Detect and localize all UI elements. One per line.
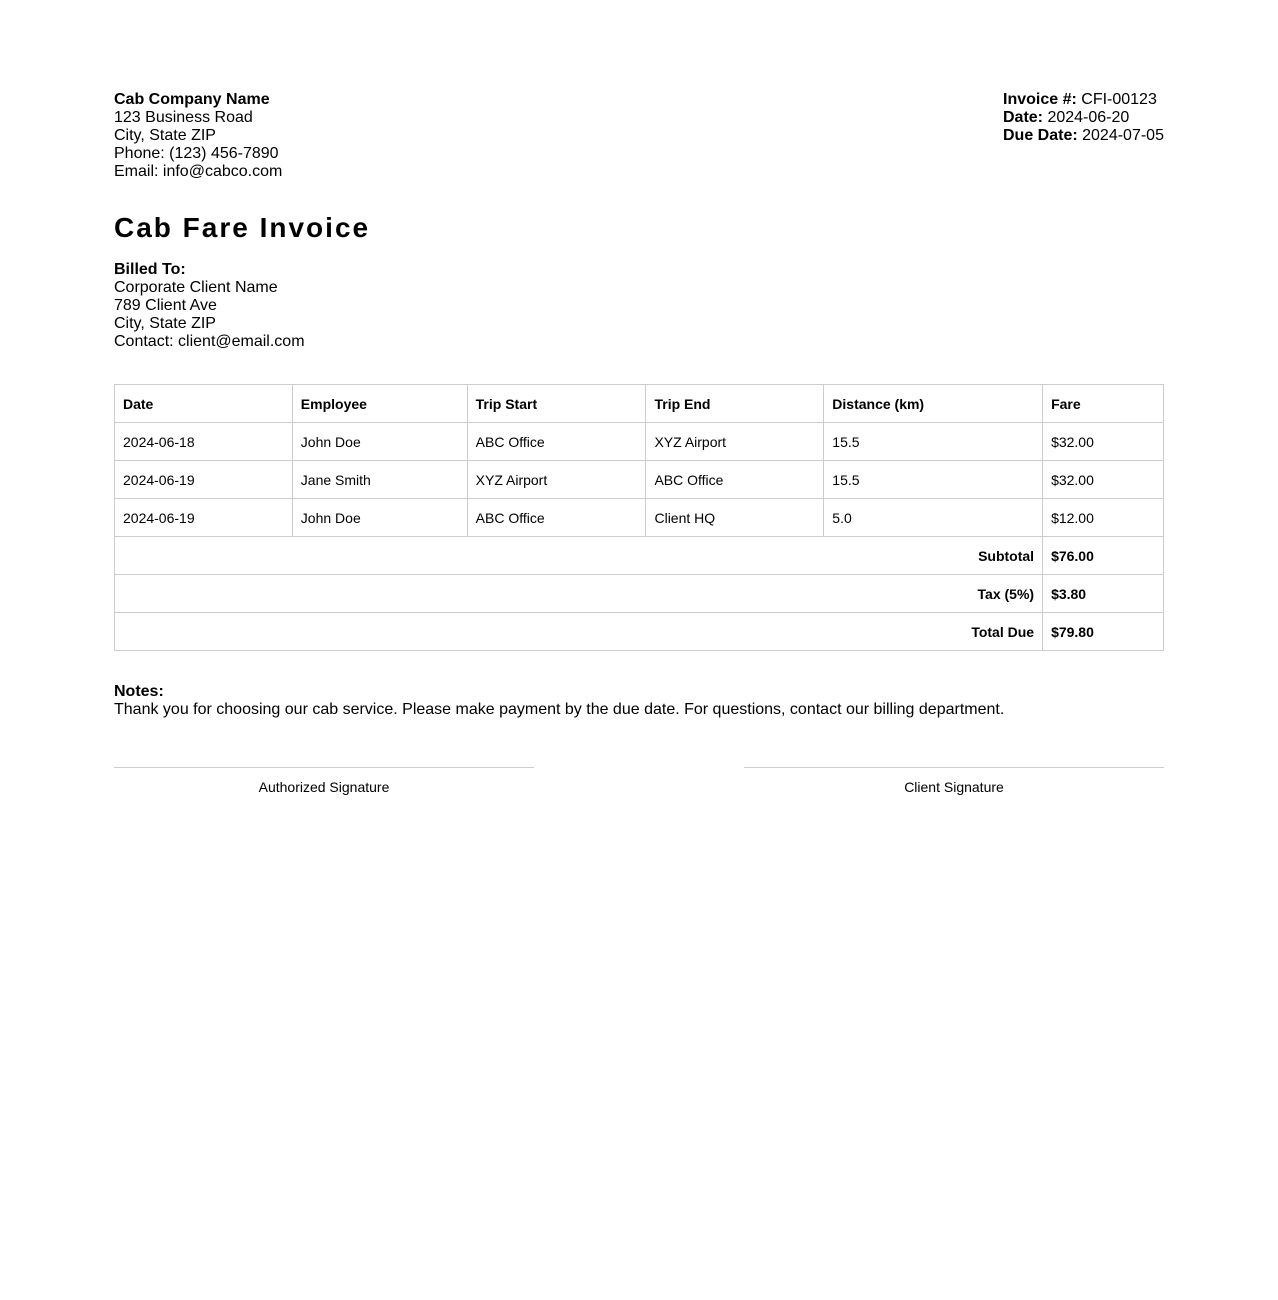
total-label: Total Due	[115, 613, 1043, 651]
notes	[114, 683, 1004, 719]
invoice-date-label: Date:	[1003, 109, 1044, 126]
client-contact: Contact: client@email.com	[114, 333, 305, 350]
table-cell: 15.5	[824, 461, 1043, 499]
client-address: 789 Client Ave	[114, 297, 217, 314]
client-name: Corporate Client Name	[114, 279, 278, 296]
table-cell: John Doe	[292, 499, 467, 537]
table-cell: 2024-06-18	[115, 423, 293, 461]
table-cell: Jane Smith	[292, 461, 467, 499]
totals-row	[115, 537, 1164, 575]
notes-text: Thank you for choosing our cab service. Please make payment by the due date. For questions, contact our billing department.	[114, 701, 1005, 718]
company-info	[114, 91, 282, 181]
column-header: Date	[115, 385, 293, 423]
total-value: $79.80	[1043, 613, 1164, 651]
table-cell: 2024-06-19	[115, 461, 293, 499]
table-cell: 15.5	[824, 423, 1043, 461]
table-row	[115, 461, 1164, 499]
table-cell: XYZ Airport	[646, 423, 824, 461]
trips-table	[114, 384, 1164, 651]
table-row	[115, 499, 1164, 537]
invoice-number-label: Invoice #:	[1003, 91, 1077, 108]
total-value: $76.00	[1043, 537, 1164, 575]
client-signature: Client Signature	[744, 767, 1164, 795]
authorized-signature: Authorized Signature	[114, 767, 534, 795]
notes-label: Notes:	[114, 683, 164, 700]
table-cell: ABC Office	[467, 499, 646, 537]
invoice-date: 2024-06-20	[1043, 109, 1130, 126]
company-email: Email: info@cabco.com	[114, 163, 283, 180]
company-name: Cab Company Name	[114, 91, 270, 108]
column-header: Trip Start	[467, 385, 646, 423]
billed-to-label: Billed To:	[114, 261, 186, 278]
table-cell: $12.00	[1043, 499, 1164, 537]
totals-row	[115, 613, 1164, 651]
table-cell: $32.00	[1043, 461, 1164, 499]
table-cell: 5.0	[824, 499, 1043, 537]
column-header: Distance (km)	[824, 385, 1043, 423]
column-header: Fare	[1043, 385, 1164, 423]
company-phone: Phone: (123) 456-7890	[114, 145, 279, 162]
total-label: Subtotal	[115, 537, 1043, 575]
column-header: Employee	[292, 385, 467, 423]
due-date-label: Due Date:	[1003, 127, 1078, 144]
company-city: City, State ZIP	[114, 127, 216, 144]
page-title: Cab Fare Invoice	[114, 212, 371, 243]
total-value: $3.80	[1043, 575, 1164, 613]
table-header-row	[115, 385, 1164, 423]
table-cell: 2024-06-19	[115, 499, 293, 537]
billed-to	[114, 261, 305, 351]
company-address: 123 Business Road	[114, 109, 253, 126]
table-cell: XYZ Airport	[467, 461, 646, 499]
client-city: City, State ZIP	[114, 315, 216, 332]
invoice-meta	[1003, 91, 1164, 145]
due-date: 2024-07-05	[1077, 127, 1164, 144]
table-row	[115, 423, 1164, 461]
totals-row	[115, 575, 1164, 613]
table-cell: ABC Office	[467, 423, 646, 461]
table-cell: Client HQ	[646, 499, 824, 537]
invoice-number: CFI-00123	[1076, 91, 1157, 108]
table-cell: ABC Office	[646, 461, 824, 499]
column-header: Trip End	[646, 385, 824, 423]
total-label: Tax (5%)	[115, 575, 1043, 613]
table-cell: John Doe	[292, 423, 467, 461]
table-cell: $32.00	[1043, 423, 1164, 461]
